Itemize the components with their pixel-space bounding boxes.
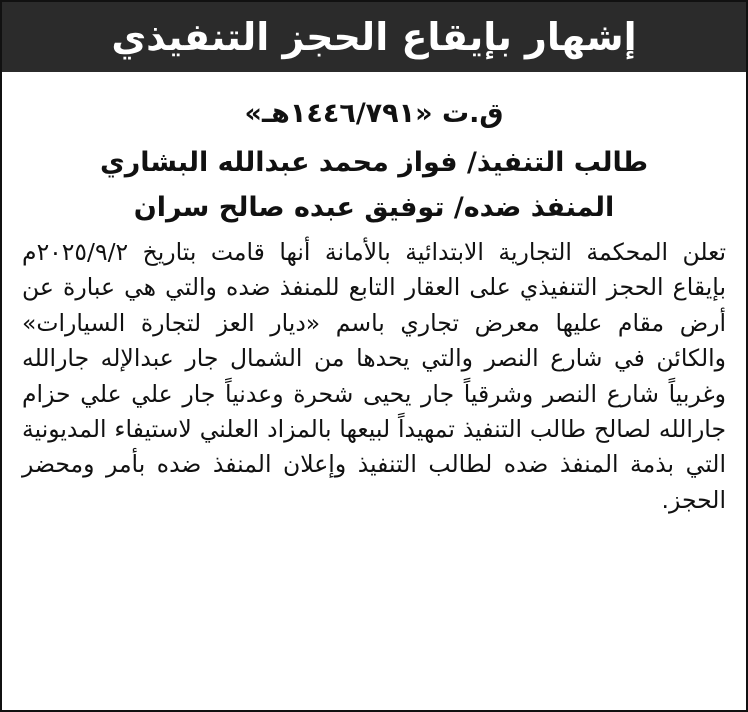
- respondent-line: المنفذ ضده/ توفيق عبده صالح سران: [133, 192, 615, 223]
- applicant-line: طالب التنفيذ/ فواز محمد عبدالله البشاري: [99, 147, 649, 178]
- case-number: ق.ت «١٤٤٦/٧٩١هـ»: [244, 98, 504, 129]
- notice-body: [22, 235, 726, 518]
- notice-title: إشهار بإيقاع الحجز التنفيذي: [111, 15, 637, 59]
- body-paragraph: تعلن المحكمة التجارية الابتدائية بالأمانة أنها قامت بتاريخ ٢٠٢٥/٩/٢م بإيقاع الحجز التنفيذي على العقار التابع للمنفذ ضده والتي هي عبارة عن أرض مقام عليها معرض تجاري باسم «ديار العز لتجارة السيارات» والكائن في شارع النصر والتي يحدها من الشمال جار عبدالإله جارالله وغربياً شارع النصر وشرقياً جار يحيى شحرة وعدنياً جار علي علي حزام جارالله لصالح طالب التنفيذ تمهيداً لبيعها بالمزاد العلني لاستيفاء المديونية التي بذمة المنفذ ضده لطالب التنفيذ وإعلان المنفذ ضده بأمر ومحضر الحجز.: [22, 238, 726, 514]
- title-bar: [2, 2, 746, 72]
